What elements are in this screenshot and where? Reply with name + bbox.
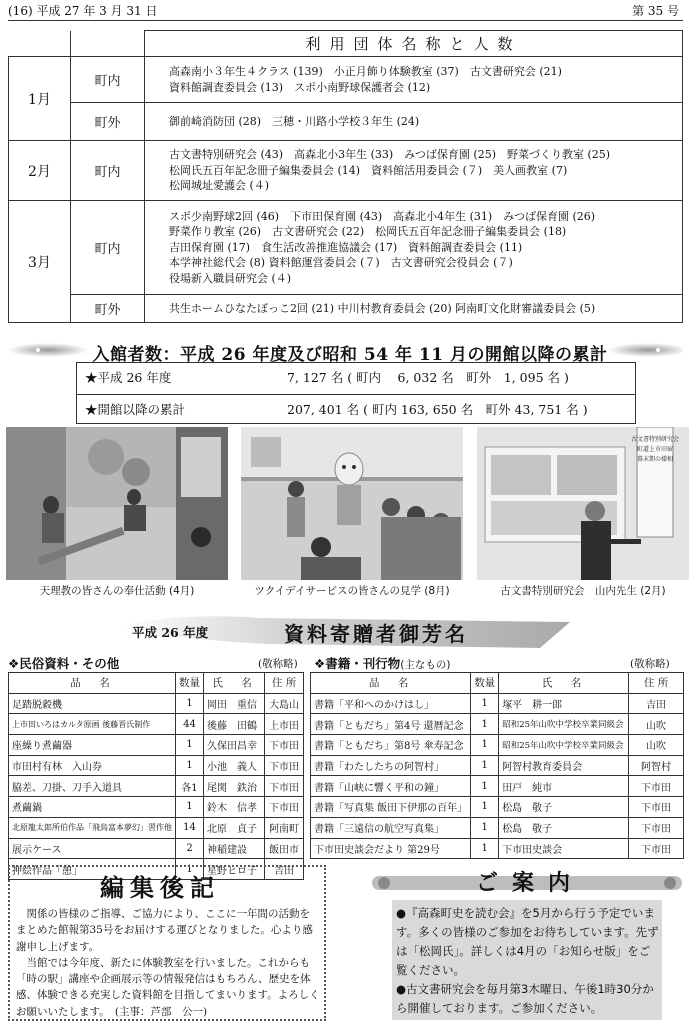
folk-table <box>8 672 304 880</box>
editor-text <box>16 906 320 1020</box>
folk-heading: ❖民俗資料・その他 <box>8 656 120 671</box>
table-row <box>9 693 304 714</box>
lecture-photo-image <box>477 427 689 580</box>
donor-name: 北原 貞子 <box>204 817 265 838</box>
usage-month: 2月 <box>9 141 71 201</box>
usage-area: 町外 <box>71 103 145 141</box>
address: 下市田 <box>629 776 684 797</box>
quantity: 1 <box>471 776 499 797</box>
col-header: 品 名 <box>311 673 471 694</box>
donation-title: 資料寄贈者御芳名 <box>284 622 468 646</box>
quantity: 1 <box>471 714 499 735</box>
usage-line: 松岡氏五百年記念冊子編集委員会 (14) 資料館活用委員会 (７) 美人画教室 (7) <box>169 163 568 177</box>
col-header: 住 所 <box>265 673 304 694</box>
quantity: 1 <box>471 817 499 838</box>
quantity: 44 <box>176 714 204 735</box>
donor-name: 阿智村教育委員会 <box>499 755 629 776</box>
address: 下市田 <box>265 735 304 756</box>
books-heading <box>314 654 450 672</box>
visitor-row <box>77 394 635 425</box>
donor-name: 神稲建設 <box>204 838 265 859</box>
donor-name: 下市田史談会 <box>499 838 629 859</box>
books-note: (敬称略) <box>630 658 670 670</box>
table-row <box>311 838 684 859</box>
visitor-value: 7, 127 名 ( 町内 6, 032 名 町外 1, 095 名 ) <box>287 370 569 385</box>
col-header: 氏 名 <box>204 673 265 694</box>
visitor-label: ★開館以降の累計 <box>85 402 186 417</box>
usage-line: 資料館調査委員会 (13) スポ小南野球保護者会 (12) <box>169 80 431 94</box>
donor-name: 昭和25年山吹中学校卒業同級会 <box>499 735 629 756</box>
issue-date: (16) 平成 27 年 3 月 31 日 <box>8 4 158 18</box>
col-header: 数量 <box>471 673 499 694</box>
col-header: 数量 <box>176 673 204 694</box>
item-name: 座繰り煮繭器 <box>9 735 176 756</box>
usage-month: 3月 <box>9 201 71 323</box>
editor-paragraph: 関係の皆様のご指導、ご協力により、ここに一年間の活動をまとめた館報第35号をお届けする運びとなりました。心より感謝申し上げます。 <box>16 908 313 953</box>
usage-area: 町内 <box>71 201 145 295</box>
usage-line: 高森南小３年生４クラス (139) 小正月飾り体験教室 (37) 古文書研究会 (21) <box>169 65 562 78</box>
books-heading-note: (主なもの) <box>400 659 451 671</box>
donor-name: 塚平 耕一郎 <box>499 693 629 714</box>
donor-name: 松島 敬子 <box>499 797 629 818</box>
table-row <box>9 797 304 818</box>
donor-name: 昭和25年山吹中学校卒業同級会 <box>499 714 629 735</box>
address: 阿南町 <box>265 817 304 838</box>
donor-name: 後藤 田鶴 <box>204 714 265 735</box>
item-name: 北原龍太郎所伯作品「飛鳥富本夢幻」習作他 <box>9 817 176 838</box>
address: 下市田 <box>265 797 304 818</box>
quantity: 各1 <box>176 776 204 797</box>
table-row <box>311 776 684 797</box>
usage-line: 御前崎消防団 (28) 三穂・川路小学校３年生 (24) <box>169 114 420 128</box>
visitor-row <box>77 363 635 394</box>
item-name: 上市田いろはカルタ原画 後藤晋氏制作 <box>9 714 176 735</box>
donor-name: 松島 敬子 <box>499 817 629 838</box>
visitor-value: 207, 401 名 ( 町内 163, 650 名 町外 43, 751 名 ) <box>287 402 588 417</box>
header-rule <box>8 20 683 21</box>
usage-row <box>9 141 683 201</box>
usage-names <box>145 103 683 141</box>
address: 吉田 <box>629 693 684 714</box>
usage-line: 古文書特別研究会 (43) 高森北小3年生 (33) みつば保育園 (25) 野菜づくり教室 (25) <box>169 148 611 162</box>
table-row <box>311 735 684 756</box>
item-name: 書籍「三遠信の航空写真集」 <box>311 817 471 838</box>
quantity: 1 <box>176 755 204 776</box>
item-name: 展示ケース <box>9 838 176 859</box>
usage-line: スポ少南野球2回 (46) 下市田保育園 (43) 高森北小4年生 (31) みつば保育園 (26) <box>169 209 596 223</box>
donor-name: 岡田 重信 <box>204 693 265 714</box>
visitor-title: 入館者数：平成 26 年度及び昭和 54 年 11 月の開館以降の累計 <box>92 345 608 365</box>
quantity: 1 <box>176 735 204 756</box>
page-header <box>8 2 683 20</box>
item-name: 下市田史談会だより 第29号 <box>311 838 471 859</box>
usage-title: 利用団体名称と人数 <box>145 31 683 57</box>
address: 下市田 <box>629 817 684 838</box>
usage-line: 松岡城址愛護会 (４) <box>169 179 270 193</box>
usage-month: 1月 <box>9 57 71 141</box>
quantity: 1 <box>471 755 499 776</box>
usage-names <box>145 141 683 201</box>
folk-note: (敬称略) <box>258 658 298 670</box>
quantity: 1 <box>471 797 499 818</box>
caption-day-service: ツクイデイサービスの皆さんの見学 (8月) <box>254 585 450 597</box>
usage-names <box>145 57 683 103</box>
guide-title: ご案内 <box>476 870 585 896</box>
item-name: 書籍「山峡に響く平和の鐘」 <box>311 776 471 797</box>
guide-item: ●古文書研究会を毎月第3木曜日、午後1時30分から開催しております。ご参加ください。 <box>396 982 654 1015</box>
donation-subtitle: 平成 26 年度 <box>132 625 209 640</box>
table-row <box>311 817 684 838</box>
usage-row <box>9 295 683 323</box>
quantity: 1 <box>176 797 204 818</box>
item-name: 煮繭鍋 <box>9 797 176 818</box>
table-row <box>9 776 304 797</box>
photo-day-service-visit <box>241 427 463 580</box>
donor-name: 鈴木 信孝 <box>204 797 265 818</box>
usage-area: 町内 <box>71 141 145 201</box>
table-row <box>9 838 304 859</box>
donor-name: 田戸 純市 <box>499 776 629 797</box>
col-header: 氏 名 <box>499 673 629 694</box>
address: 下市田 <box>629 797 684 818</box>
address: 下市田 <box>265 776 304 797</box>
item-name: 市田村有林 入山券 <box>9 755 176 776</box>
usage-row <box>9 201 683 295</box>
usage-area: 町内 <box>71 57 145 103</box>
usage-line: 野菜作り教室 (26) 古文書研究会 (22) 松岡氏五百年記念冊子編集委員会 (18) <box>169 225 567 239</box>
usage-area: 町外 <box>71 295 145 323</box>
usage-line: 吉田保育園 (17) 食生活改善推進協議会 (17) 資料館調査委員会 (11) <box>169 240 523 254</box>
address: 飯田市 <box>265 838 304 859</box>
item-name: 脇差、刀掛、刀手入道具 <box>9 776 176 797</box>
address: 上市田 <box>265 714 304 735</box>
folk-table-header <box>9 673 304 694</box>
address: 下市田 <box>265 755 304 776</box>
address: 吉田 <box>265 859 304 880</box>
table-row <box>311 755 684 776</box>
address: 下市田 <box>629 838 684 859</box>
visit-photo-image <box>241 427 463 580</box>
quantity: 1 <box>471 735 499 756</box>
col-header: 品 名 <box>9 673 176 694</box>
table-row <box>9 755 304 776</box>
caption-volunteer: 天理教の皆さんの奉仕活動 (4月) <box>39 585 195 597</box>
quantity: 1 <box>471 838 499 859</box>
col-header: 住 所 <box>629 673 684 694</box>
issue-number: 第 35 号 <box>632 4 679 18</box>
photo-study-group-lecture <box>477 427 689 580</box>
donor-name: 尾関 鉄治 <box>204 776 265 797</box>
table-row <box>311 693 684 714</box>
caption-study-group: 古文書特別研究会 山内先生 (2月) <box>500 585 666 597</box>
guide-text <box>396 904 660 1018</box>
table-row <box>311 797 684 818</box>
sign-text: 古文書特別研究会 <box>630 436 680 443</box>
address: 山吹 <box>629 714 684 735</box>
books-heading-text: ❖書籍・刊行物 <box>314 656 401 671</box>
quantity: 1 <box>471 693 499 714</box>
quantity: 1 <box>176 693 204 714</box>
item-name: 書籍「わたしたちの阿智村」 <box>311 755 471 776</box>
usage-names <box>145 295 683 323</box>
usage-title-row <box>9 31 683 57</box>
address: 山吹 <box>629 735 684 756</box>
donor-name: 小池 義人 <box>204 755 265 776</box>
sign-text: 町道上市田宿 <box>636 446 674 453</box>
usage-line: 本学神社総代会 (8) 資料館運営委員会 (７) 古文書研究会役員会 (７) <box>169 256 513 270</box>
address: 阿智村 <box>629 755 684 776</box>
usage-names <box>145 201 683 295</box>
table-row <box>9 735 304 756</box>
table-row <box>9 817 304 838</box>
usage-row <box>9 103 683 141</box>
item-name: 書籍「写真集 飯田下伊那の百年」 <box>311 797 471 818</box>
usage-table <box>8 30 683 323</box>
donor-name: 星野ヒロ子 <box>204 859 265 880</box>
table-row <box>9 714 304 735</box>
quantity: 1 <box>176 859 204 880</box>
visitor-box <box>76 362 636 424</box>
editor-paragraph: 当館では今年度、新たに体験教室を行いました。これからも「時の駅」講座や企画展示等の情報発信はもちろん、歴史を体感、体験できる充実した資料館を目指してまいります。よろしくお願いいたします。 (主事：芦部 公一) <box>16 956 320 1018</box>
usage-line: 役場新入職員研究会 (４) <box>169 271 292 285</box>
item-name: 足踏脱穀機 <box>9 693 176 714</box>
editor-title: 編集後記 <box>100 873 220 902</box>
books-table <box>310 672 684 859</box>
photo-volunteer-activity <box>6 427 228 580</box>
usage-row <box>9 57 683 103</box>
visitor-label: ★平成 26 年度 <box>85 370 172 385</box>
sign-text: 幕末期の様相 <box>636 456 674 463</box>
address: 大島山 <box>265 693 304 714</box>
guide-item: ●『高森町史を読む会』を5月から行う予定でいます。多くの皆様のご参加をお待ちしています。先ずは「松岡氏」。詳しくは4月の「お知らせ版」をご覧ください。 <box>396 906 659 977</box>
donor-name: 久保田昌幸 <box>204 735 265 756</box>
quantity: 14 <box>176 817 204 838</box>
volunteer-photo-image <box>6 427 228 580</box>
item-name: 書籍「ともだち」第4号 還暦記念 <box>311 714 471 735</box>
item-name: 書籍「ともだち」第8号 傘寿記念 <box>311 735 471 756</box>
usage-line: 共生ホームひなたぼっこ2回 (21) 中川村教育委員会 (20) 阿南町文化財審議委員会 (5) <box>169 301 596 315</box>
item-name: 書籍「平和へのかけはし」 <box>311 693 471 714</box>
quantity: 2 <box>176 838 204 859</box>
books-table-header <box>311 673 684 694</box>
table-row <box>311 714 684 735</box>
item-name: 押絵作品「憩」 <box>9 859 176 880</box>
